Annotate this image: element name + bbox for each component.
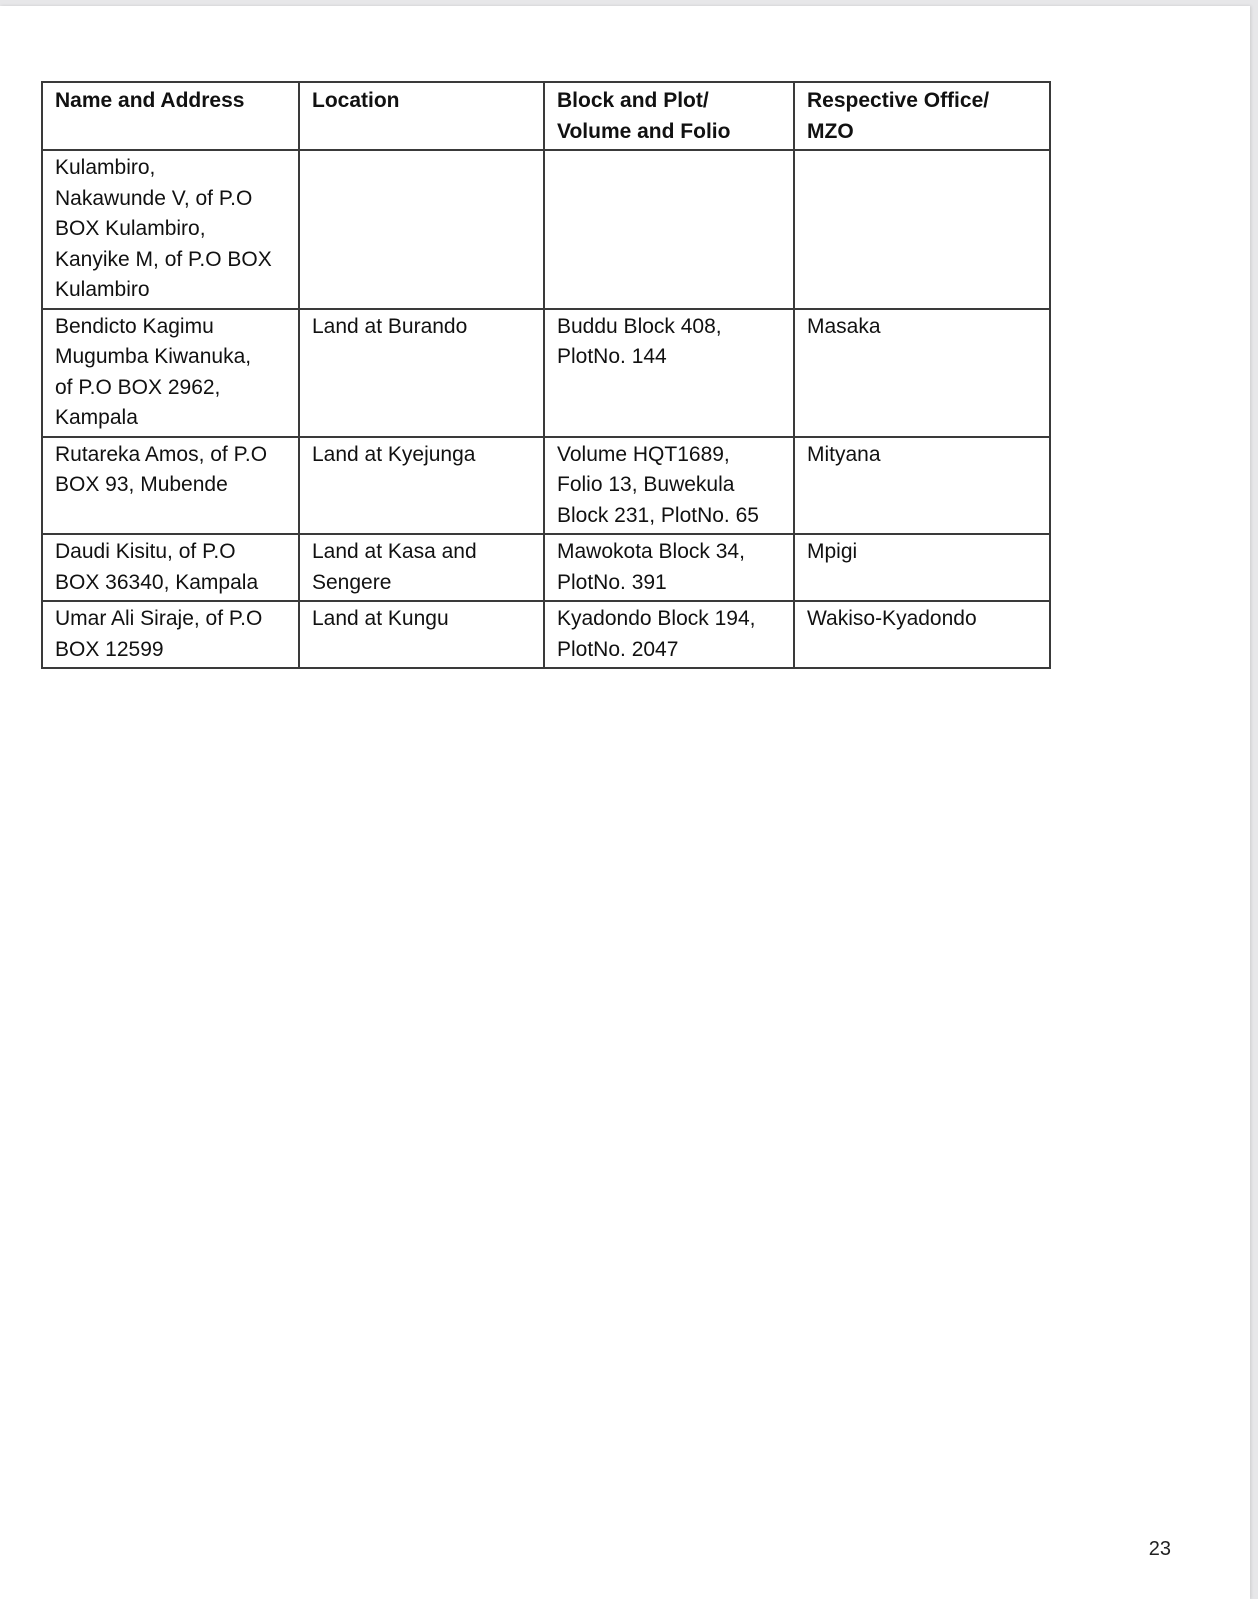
cell-location — [299, 150, 544, 309]
header-respective-office: Respective Office/ MZO — [794, 82, 1050, 150]
table-header-row — [42, 82, 1050, 150]
cell-name-address: Daudi Kisitu, of P.O BOX 36340, Kampala — [42, 534, 299, 601]
table-row — [42, 601, 1050, 668]
header-block-and-plot: Block and Plot/ Volume and Folio — [544, 82, 794, 150]
header-name-and-address: Name and Address — [42, 82, 299, 150]
cell-office: Mpigi — [794, 534, 1050, 601]
cell-block-plot: Buddu Block 408, PlotNo. 144 — [544, 309, 794, 437]
cell-office: Wakiso-Kyadondo — [794, 601, 1050, 668]
cell-office: Mityana — [794, 437, 1050, 535]
cell-block-plot — [544, 150, 794, 309]
document-page — [0, 6, 1250, 1599]
cell-location: Land at Burando — [299, 309, 544, 437]
table-row — [42, 309, 1050, 437]
cell-block-plot: Mawokota Block 34, PlotNo. 391 — [544, 534, 794, 601]
cell-name-address: Bendicto Kagimu Mugumba Kiwanuka, of P.O BOX 2962, Kampala — [42, 309, 299, 437]
header-location: Location — [299, 82, 544, 150]
cell-location: Land at Kungu — [299, 601, 544, 668]
table-row — [42, 437, 1050, 535]
cell-location: Land at Kasa and Sengere — [299, 534, 544, 601]
cell-name-address: Umar Ali Siraje, of P.O BOX 12599 — [42, 601, 299, 668]
page-number: 23 — [1148, 1538, 1171, 1560]
cell-block-plot: Volume HQT1689, Folio 13, Buwekula Block 231, PlotNo. 65 — [544, 437, 794, 535]
table-row — [42, 150, 1050, 309]
cell-block-plot: Kyadondo Block 194, PlotNo. 2047 — [544, 601, 794, 668]
cell-name-address: Kulambiro, Nakawunde V, of P.O BOX Kulambiro, Kanyike M, of P.O BOX Kulambiro — [42, 150, 299, 309]
cell-name-address: Rutareka Amos, of P.O BOX 93, Mubende — [42, 437, 299, 535]
cell-office — [794, 150, 1050, 309]
table-row — [42, 534, 1050, 601]
cell-office: Masaka — [794, 309, 1050, 437]
land-records-table — [41, 81, 1051, 669]
cell-location: Land at Kyejunga — [299, 437, 544, 535]
